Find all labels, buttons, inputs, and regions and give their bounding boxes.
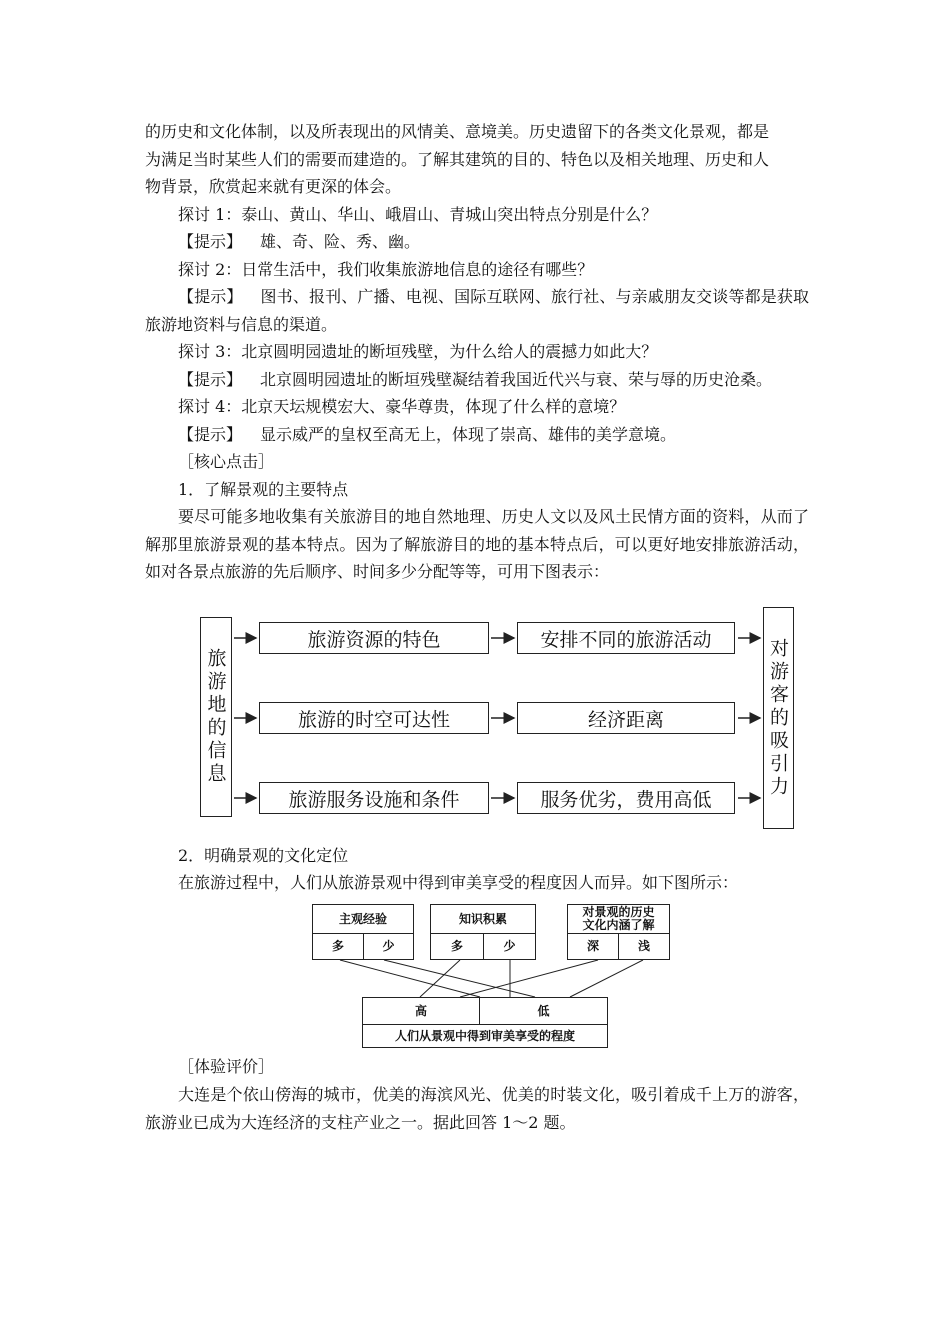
- hint-label: 【提示】: [178, 369, 243, 389]
- factor-culture-deep: 深: [567, 933, 619, 960]
- intro-line-1: 的历史和文化体制，以及所表现出的风情美、意境美。历史遗留下的各类文化景观，都是: [145, 122, 770, 141]
- effect-box-1: 安排不同的旅游活动: [517, 622, 735, 654]
- hint-answer: 显示威严的皇权至高无上，体现了崇高、雄伟的美学意境。: [260, 424, 677, 444]
- hint-4: [145, 421, 809, 449]
- point-2-title: 2．明确景观的文化定位: [178, 846, 349, 865]
- factor-experience-less: 少: [363, 933, 414, 960]
- hint-label: 【提示】: [178, 424, 243, 444]
- effect-box-3: 服务优劣，费用高低: [517, 782, 735, 814]
- factor-experience-title: 主观经验: [312, 904, 414, 934]
- hint-3: [145, 366, 809, 394]
- factor-culture-shallow: 浅: [618, 933, 670, 960]
- point-1-title: 1．了解景观的主要特点: [178, 479, 349, 499]
- hint-label: 【提示】: [178, 287, 243, 306]
- attraction-box: 对游客的吸引力: [763, 607, 794, 829]
- effect-box-2: 经济距离: [517, 702, 735, 734]
- hint-answer: 雄、奇、险、秀、幽。: [260, 232, 421, 251]
- tourism-info-diagram: [198, 607, 798, 832]
- evaluation-heading: ［体验评价］: [178, 1057, 275, 1076]
- connector-line: [570, 960, 643, 997]
- factor-knowledge-title: 知识积累: [430, 904, 536, 934]
- intro-line-3: 物背景，欣赏起来就有更深的体会。: [145, 177, 402, 196]
- factor-knowledge-less: 少: [483, 933, 536, 960]
- intro-line-2: 为满足当时某些人们的需要而建造的。了解其建筑的目的、特色以及相关地理、历史和人: [145, 149, 770, 169]
- hint-answer: 北京圆明园遗址的断垣残壁凝结着我国近代兴与衰、荣与辱的历史沧桑。: [260, 369, 773, 389]
- connector-line: [460, 960, 598, 997]
- result-high: 高: [362, 997, 480, 1025]
- question-4: 探讨 4：北京天坛规模宏大、豪华尊贵，体现了什么样的意境？: [178, 397, 626, 416]
- point-1-text: 要尽可能多地收集有关旅游目的地自然地理、历史人文以及风土民情方面的资料，从而了解那里旅游景观的基本特点。因为了解旅游目的地的基本特点后，可以更好地安排旅游活动，如对各景点旅游的先后顺序、时间多少分配等等，可用下图表示：: [145, 507, 809, 581]
- document-body: [145, 118, 809, 586]
- hint-label: 【提示】: [178, 232, 243, 251]
- hint-2: [145, 283, 809, 338]
- result-title: 人们从景观中得到审美享受的程度: [362, 1024, 608, 1048]
- point-2-text: 在旅游过程中，人们从旅游景观中得到审美享受的程度因人而异。如下图所示：: [178, 873, 739, 892]
- aesthetic-enjoyment-diagram: [310, 900, 680, 1050]
- hint-answer: 图书、报刊、广播、电视、国际互联网、旅行社、与亲戚朋友交谈等都是获取旅游地资料与信息的渠道。: [145, 287, 809, 334]
- hint-1: [145, 228, 809, 256]
- factor-culture-title: 对景观的历史文化内涵了解: [567, 904, 670, 934]
- factor-box-2: 旅游的时空可达性: [259, 702, 489, 734]
- factor-knowledge-more: 多: [430, 933, 484, 960]
- core-heading: ［核心点击］: [178, 452, 275, 471]
- factor-box-1: 旅游资源的特色: [259, 622, 489, 654]
- factor-experience-more: 多: [312, 933, 364, 960]
- info-source-box: 旅游地的信息: [200, 617, 232, 817]
- result-low: 低: [479, 997, 608, 1025]
- factor-box-3: 旅游服务设施和条件: [259, 782, 489, 814]
- question-3: 探讨 3：北京圆明园遗址的断垣残壁，为什么给人的震撼力如此大？: [178, 342, 658, 361]
- question-1: 探讨 1：泰山、黄山、华山、峨眉山、青城山突出特点分别是什么？: [178, 204, 658, 224]
- question-2: 探讨 2：日常生活中，我们收集旅游地信息的途径有哪些？: [178, 259, 594, 279]
- connector-line: [420, 960, 460, 997]
- evaluation-text: 大连是个依山傍海的城市，优美的海滨风光、优美的时装文化，吸引着成千上万的游客，旅游业已成为大连经济的支柱产业之一。据此回答 1～2 题。: [145, 1085, 809, 1132]
